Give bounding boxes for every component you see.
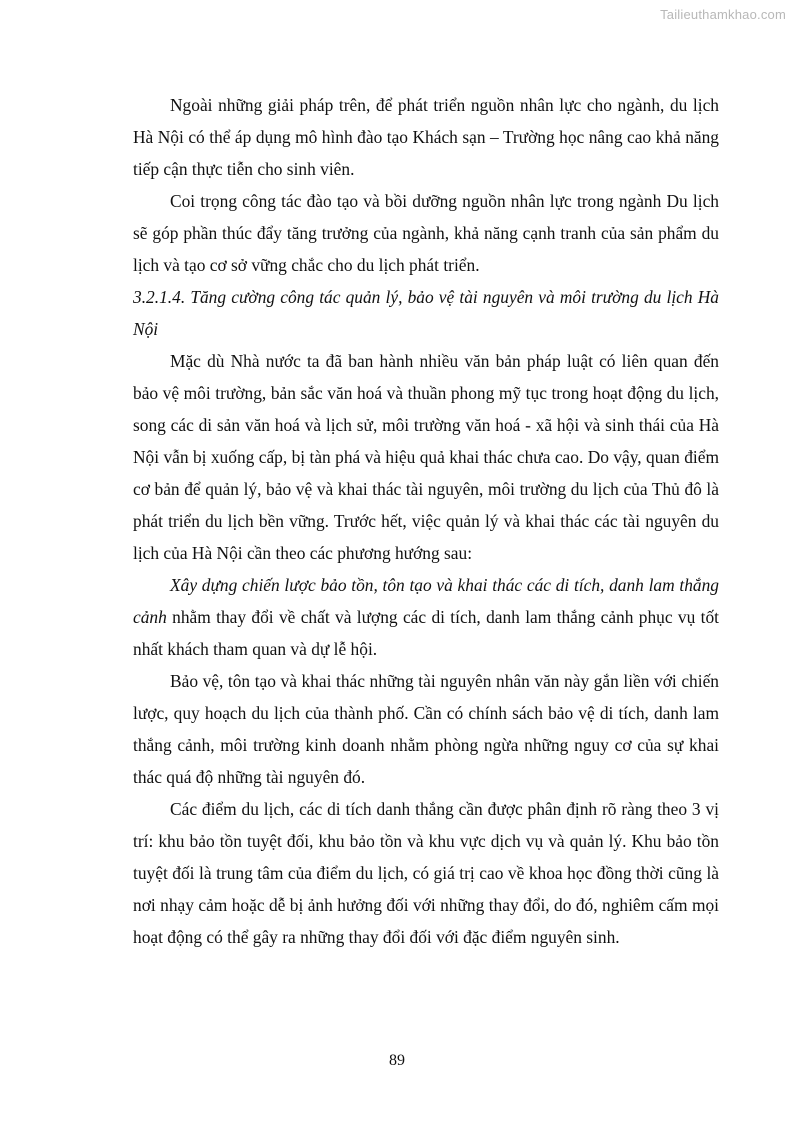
strategy-rest: nhằm thay đổi về chất và lượng các di tích, danh lam thắng cảnh phục vụ tốt nhất khách tham quan và dự lễ hội.	[133, 607, 719, 659]
paragraph: Coi trọng công tác đào tạo và bồi dưỡng nguồn nhân lực trong ngành Du lịch sẽ góp phần thúc đẩy tăng trưởng của ngành, khả năng cạnh tranh của sản phẩm du lịch và tạo cơ sở vững chắc cho du lịch phát triển.	[133, 191, 719, 275]
section-heading: 3.2.1.4. Tăng cường công tác quản lý, bảo vệ tài nguyên và môi trường du lịch Hà Nội	[133, 287, 719, 339]
watermark-text: Tailieuthamkhao.com	[660, 7, 786, 22]
strategy-paragraph	[133, 569, 719, 665]
page-body	[133, 89, 719, 953]
paragraph: Các điểm du lịch, các di tích danh thắng cần được phân định rõ ràng theo 3 vị trí: khu bảo tồn tuyệt đối, khu bảo tồn và khu vực dịch vụ và quản lý. Khu bảo tồn tuyệt đối là trung tâm của điểm du lịch, có giá trị cao về khoa học đồng thời cũng là nơi nhạy cảm hoặc dễ bị ảnh hưởng đối với những thay đổi, do đó, nghiêm cấm mọi hoạt động có thể gây ra những thay đổi đối với đặc điểm nguyên sinh.	[133, 799, 719, 947]
strategy-italic-phrase: Xây dựng chiến lược bảo tồn, tôn tạo và khai thác các di tích, danh lam thắng cảnh	[133, 575, 719, 627]
paragraph: Bảo vệ, tôn tạo và khai thác những tài nguyên nhân văn này gắn liền với chiến lược, quy hoạch du lịch của thành phố. Cần có chính sách bảo vệ di tích, danh lam thắng cảnh, môi trường kinh doanh nhằm phòng ngừa những nguy cơ của sự khai thác quá độ những tài nguyên đó.	[133, 671, 719, 787]
page-number: 89	[389, 1052, 405, 1069]
paragraph: Ngoài những giải pháp trên, để phát triển nguồn nhân lực cho ngành, du lịch Hà Nội có thể áp dụng mô hình đào tạo Khách sạn – Trường học nâng cao khả năng tiếp cận thực tiễn cho sinh viên.	[133, 95, 719, 179]
paragraph: Mặc dù Nhà nước ta đã ban hành nhiều văn bản pháp luật có liên quan đến bảo vệ môi trường, bản sắc văn hoá và thuần phong mỹ tục trong hoạt động du lịch, song các di sản văn hoá và lịch sử, môi trường văn hoá - xã hội và sinh thái của Hà Nội vẫn bị xuống cấp, bị tàn phá và hiệu quả khai thác chưa cao. Do vậy, quan điểm cơ bản để quản lý, bảo vệ và khai thác tài nguyên, môi trường du lịch của Thủ đô là phát triển du lịch bền vững. Trước hết, việc quản lý và khai thác các tài nguyên du lịch của Hà Nội cần theo các phương hướng sau:	[133, 351, 719, 563]
